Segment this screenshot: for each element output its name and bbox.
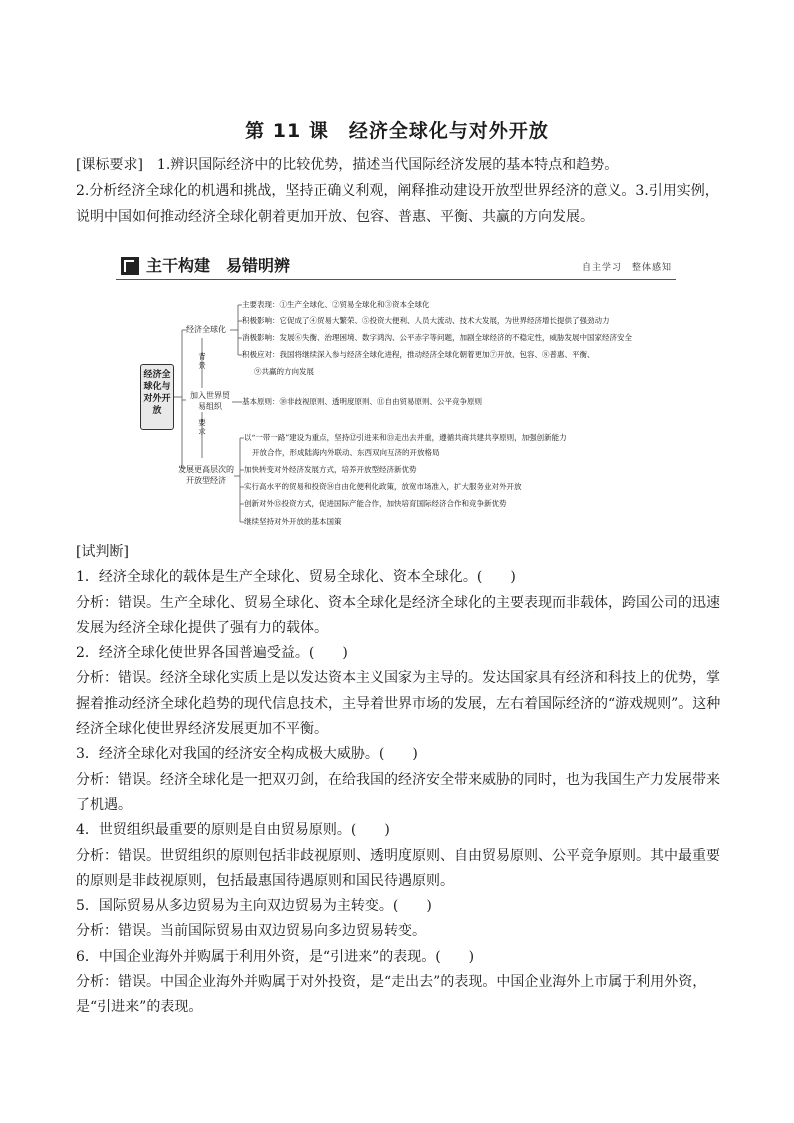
g3-line-2: 开放合作，形成陆海内外联动、东西双向互济的开放格局	[252, 448, 440, 457]
quiz-label: [试判断]	[76, 544, 129, 560]
g1-line-5: ⑨共赢的方向发展	[254, 367, 314, 376]
node-globalization: 经济全球化	[186, 325, 226, 334]
g1-line-4: 积极应对：我国将继续深入参与经济全球化进程，推动经济全球化朝着更加⑦开放、包容、⑧普惠、平衡、	[242, 350, 595, 359]
g1-line-1: 主要表现：①生产全球化、②贸易全球化和③资本全球化	[242, 300, 430, 309]
page-title: 第 11 课 经济全球化与对外开放	[245, 120, 549, 142]
section-divider	[116, 279, 676, 280]
question-1: 1．经济全球化的载体是生产全球化、贸易全球化、资本全球化。( )	[76, 569, 516, 586]
g2-line: 基本原则：⑩非歧视原则、透明度原则、⑪自由贸易原则、公平竞争原则	[242, 397, 482, 406]
question-2: 2．经济全球化使世界各国普遍受益。( )	[76, 645, 348, 662]
answer-4: 分析：错误。世贸组织的原则包括非歧视原则、透明度原则、自由贸易原则、公平竞争原则。其中最重要的原则是非歧视原则，包括最惠国待遇原则和国民待遇原则。	[76, 847, 720, 889]
answer-6: 分析：错误。中国企业海外并购属于对外投资，是“走出去”的表现。中国企业海外上市属于利用外资，是“引进来”的表现。	[76, 974, 707, 1016]
answer-3: 分析：错误。经济全球化是一把双刃剑，在给我国的经济安全带来威胁的同时，也为我国生产力发展带来了机遇。	[76, 771, 720, 813]
question-4: 4．世贸组织最重要的原则是自由贸易原则。( )	[76, 822, 390, 839]
g1-line-2: 积极影响：它促成了④贸易大繁荣、⑤投资大便利、人员大流动、技术大发展，为世界经济增长提供了强劲动力	[242, 316, 610, 325]
quiz-section	[76, 540, 726, 1021]
section-subtitle: 自主学习 整体感知	[581, 263, 672, 273]
node-open-economy: 发展更高层次的开放型经济	[178, 465, 234, 485]
question-3: 3．经济全球化对我国的经济安全构成极大威胁。( )	[76, 746, 418, 763]
answer-5: 分析：错误。当前国际贸易由双边贸易向多边贸易转变。	[76, 923, 426, 940]
answer-1: 分析：错误。生产全球化、贸易全球化、资本全球化是经济全球化的主要表现而非载体，跨国公司的迅速发展为经济全球化提供了强有力的载体。	[76, 594, 720, 636]
section-header	[116, 254, 676, 280]
g3-line-4: 实行高水平的贸易和投资⑭自由化便利化政策，放宽市场准入，扩大服务业对外开放	[244, 482, 522, 491]
g1-line-3: 消极影响：发展⑥失衡、治理困境、数字鸿沟、公平赤字等问题，加剧全球经济的不稳定性，威胁发展中国家经济安全	[242, 333, 632, 342]
section-title: 主干构建 易错明辨	[146, 256, 291, 275]
book-icon	[120, 256, 140, 276]
requirements-text-1: 1.辨识国际经济中的比较优势，描述当代国际经济发展的基本特点和趋势。	[142, 157, 619, 173]
concept-diagram	[138, 290, 658, 540]
requirements-text-2: 2.分析经济全球化的机遇和挑战，坚持正确义利观，阐释推动建设开放型世界经济的意义。3.引用实例，说明中国如何推动经济全球化朝着更加开放、包容、普惠、平衡、共赢的方向发展。	[76, 183, 719, 225]
link-background: 背景	[198, 352, 206, 370]
curriculum-requirements	[76, 152, 726, 230]
requirements-label: [课标要求]	[76, 157, 143, 173]
g3-line-1: 以“一带一路”建设为重点，坚持⑫引进来和⑬走出去并重，遵循共商共建共享原则，加强创新能力	[244, 433, 567, 442]
node-join-wto: 加入世界贸易组织	[190, 391, 230, 411]
g3-line-3: 加快转变对外经济发展方式，培养开放型经济新优势	[244, 465, 417, 474]
question-6: 6．中国企业海外并购属于利用外资，是“引进来”的表现。( )	[76, 948, 475, 965]
g3-line-6: 继续坚持对外开放的基本国策	[244, 517, 342, 526]
g3-line-5: 创新对外⑮投资方式，促进国际产能合作，加快培育国际经济合作和竞争新优势	[244, 499, 507, 508]
question-5: 5．国际贸易从多边贸易为主向双边贸易为主转变。( )	[76, 898, 432, 915]
link-requirement: 要求	[198, 418, 206, 436]
diagram-root: 经济全球化与对外开放	[140, 364, 174, 430]
answer-2: 分析：错误。经济全球化实质上是以发达资本主义国家为主导的。发达国家具有经济和科技上的优势，掌握着推动经济全球化趋势的现代信息技术，主导着世界市场的发展，左右着国际经济的“游戏规则”。这种经济全球化使世界经济发展更加不平衡。	[76, 670, 721, 738]
